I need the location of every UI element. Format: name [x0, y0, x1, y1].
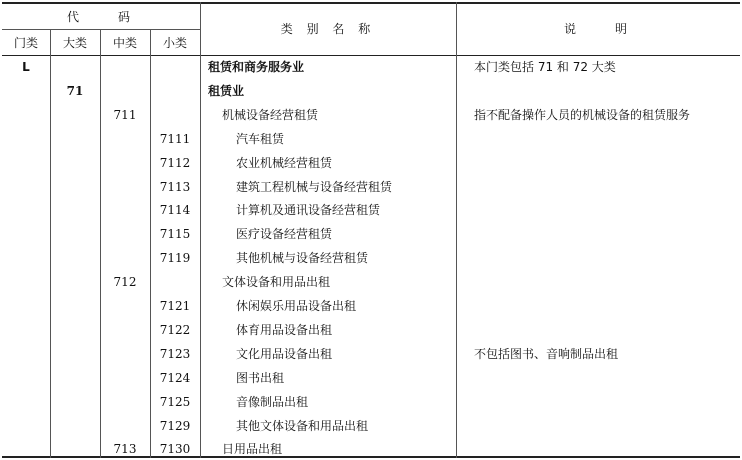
cell-minor: 7124: [159, 371, 191, 385]
col-rule-2: [100, 29, 101, 458]
cell-name: 图书出租: [236, 371, 285, 385]
cell-gate: L: [22, 60, 30, 74]
cell-medium: 713: [113, 442, 137, 456]
cell-name: 音像制品出租: [236, 395, 309, 409]
header-name: 类 别 名 称: [280, 22, 376, 36]
cell-minor: 7113: [159, 180, 191, 194]
cell-description: 指不配备操作人员的机械设备的租赁服务: [474, 108, 691, 122]
cell-name: 租赁和商务服务业: [208, 60, 305, 74]
cell-minor: 7122: [159, 323, 191, 337]
cell-name: 租赁业: [208, 84, 245, 98]
header-bottom-rule: [2, 55, 740, 56]
cell-description: 本门类包括 71 和 72 大类: [474, 60, 616, 74]
header-divider-code: [2, 29, 200, 30]
header-major: 大类: [62, 36, 87, 50]
cell-minor: 7121: [159, 299, 191, 313]
col-rule-5: [456, 2, 457, 458]
cell-minor: 7129: [159, 419, 191, 433]
cell-description: 不包括图书、音响制品出租: [474, 347, 619, 361]
cell-medium: 711: [113, 108, 137, 122]
cell-name: 其他机械与设备经营租赁: [236, 251, 369, 265]
cell-name: 休闲娱乐用品设备出租: [236, 299, 357, 313]
cell-minor: 7115: [159, 227, 191, 241]
cell-name: 医疗设备经营租赁: [236, 227, 333, 241]
cell-minor: 7125: [159, 395, 191, 409]
cell-major: 71: [66, 84, 84, 98]
col-rule-4: [200, 2, 201, 458]
header-description: 说 明: [563, 22, 632, 36]
col-rule-3: [150, 29, 151, 458]
cell-minor: 7119: [159, 251, 191, 265]
cell-name: 日用品出租: [222, 442, 283, 456]
cell-minor: 7111: [159, 132, 191, 146]
cell-name: 计算机及通讯设备经营租赁: [236, 203, 381, 217]
cell-minor: 7130: [159, 442, 191, 456]
cell-minor: 7123: [159, 347, 191, 361]
header-medium: 中类: [112, 36, 137, 50]
cell-minor: 7112: [159, 156, 191, 170]
cell-name: 体育用品设备出租: [236, 323, 333, 337]
cell-name: 建筑工程机械与设备经营租赁: [236, 180, 393, 194]
header-minor: 小类: [162, 36, 187, 50]
header-code-group: 代 码: [66, 10, 135, 24]
cell-name: 农业机械经营租赁: [236, 156, 333, 170]
cell-name: 文体设备和用品出租: [222, 275, 331, 289]
cell-medium: 712: [113, 275, 137, 289]
cell-minor: 7114: [159, 203, 191, 217]
cell-name: 文化用品设备出租: [236, 347, 333, 361]
cell-name: 机械设备经营租赁: [222, 108, 319, 122]
cell-name: 汽车租赁: [236, 132, 285, 146]
cell-name: 其他文体设备和用品出租: [236, 419, 369, 433]
header-gate: 门类: [13, 36, 38, 50]
